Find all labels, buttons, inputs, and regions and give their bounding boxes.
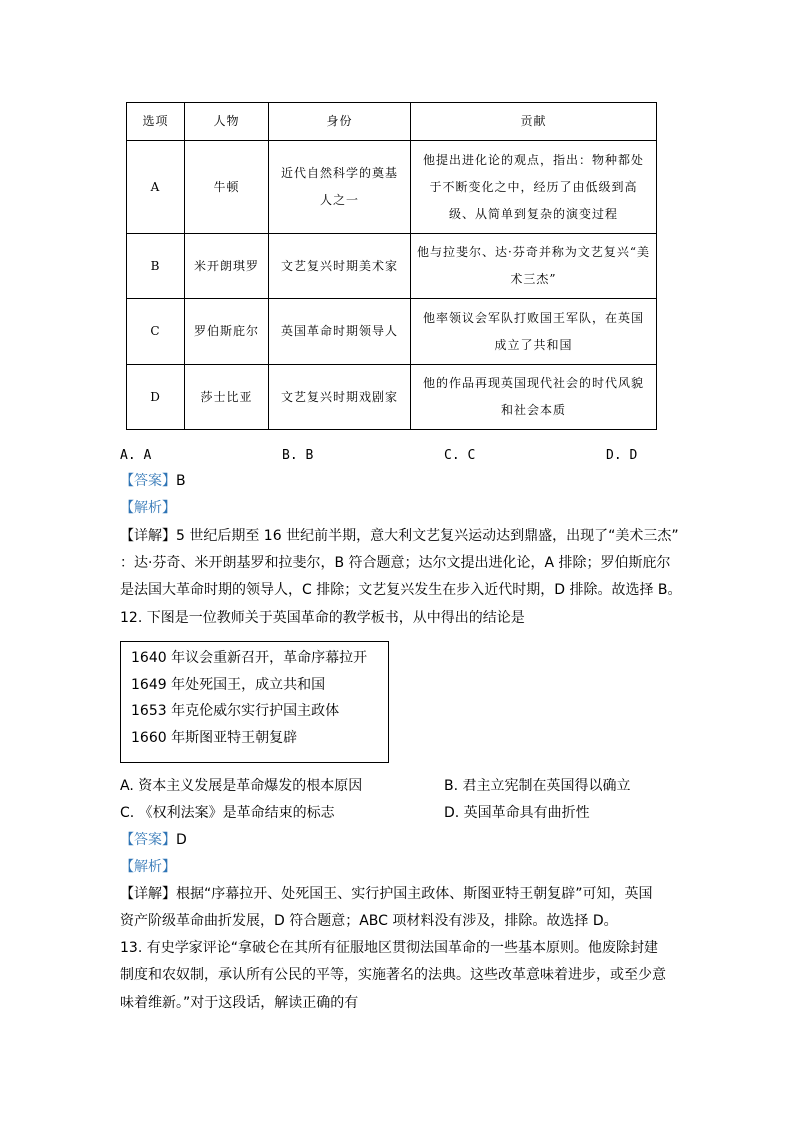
option-cell: D bbox=[127, 365, 185, 430]
header-contribution: 贡献 bbox=[411, 103, 657, 141]
q11-option-c: C. C bbox=[444, 448, 476, 463]
identity-cell: 文艺复兴时期美术家 bbox=[269, 234, 411, 299]
q11-table bbox=[126, 102, 657, 430]
q13-stem-line: 13. 有史学家评论“拿破仑在其所有征服地区贯彻法国革命的一些基本原则。他废除封建 bbox=[120, 940, 658, 956]
header-option: 选项 bbox=[127, 103, 185, 141]
answer-label: 【答案】 bbox=[120, 473, 176, 489]
q13-stem-line: 制度和农奴制，承认所有公民的平等，实施著名的法典。这些改革意味着进步，或至少意 bbox=[120, 967, 666, 983]
detail-text: 5 世纪后期至 16 世纪前半期，意大利文艺复兴运动达到鼎盛，出现了“美术三杰” bbox=[176, 528, 679, 544]
q12-stem: 12. 下图是一位教师关于英国革命的教学板书，从中得出的结论是 bbox=[120, 610, 525, 626]
identity-cell: 英国革命时期领导人 bbox=[269, 299, 411, 365]
q13-stem-line: 味着维新。”对于这段话，解读正确的有 bbox=[120, 995, 359, 1011]
table-row bbox=[127, 299, 657, 365]
identity-cell: 文艺复兴时期戏剧家 bbox=[269, 365, 411, 430]
detail-label: 【详解】 bbox=[120, 528, 176, 544]
q11-option-d: D. D bbox=[606, 448, 638, 463]
person-cell: 罗伯斯庇尔 bbox=[185, 299, 269, 365]
header-person: 人物 bbox=[185, 103, 269, 141]
answer-label: 【答案】 bbox=[120, 832, 176, 848]
q11-answer bbox=[120, 471, 186, 491]
q12-option-d: D. 英国革命具有曲折性 bbox=[444, 805, 590, 821]
q12-option-a: A. 资本主义发展是革命爆发的根本原因 bbox=[120, 778, 363, 794]
table-row bbox=[127, 365, 657, 430]
q12-blackboard bbox=[120, 641, 389, 763]
q11-analysis-label: 【解析】 bbox=[120, 500, 176, 516]
q12-option-c: C. 《权利法案》是革命结束的标志 bbox=[120, 805, 335, 821]
option-cell: C bbox=[127, 299, 185, 365]
contribution-cell: 他与拉斐尔、达·芬奇并称为文艺复兴“美术三杰” bbox=[411, 234, 657, 299]
q11-detail-line: ：达·芬奇、米开朗基罗和拉斐尔，B 符合题意；达尔文提出进化论，A 排除；罗伯斯庇尔 bbox=[120, 555, 671, 571]
detail-text: 根据“序幕拉开、处死国王、实行护国主政体、斯图亚特王朝复辟”可知，英国 bbox=[176, 886, 653, 902]
q11-detail-line bbox=[120, 526, 679, 546]
table-row bbox=[127, 234, 657, 299]
header-identity: 身份 bbox=[269, 103, 411, 141]
board-line: 1660 年斯图亚特王朝复辟 bbox=[131, 730, 298, 746]
option-cell: A bbox=[127, 141, 185, 234]
person-cell: 米开朗琪罗 bbox=[185, 234, 269, 299]
answer-value: B bbox=[176, 473, 186, 489]
q12-analysis-label: 【解析】 bbox=[120, 859, 176, 875]
q12-answer bbox=[120, 830, 187, 850]
board-line: 1640 年议会重新召开，革命序幕拉开 bbox=[131, 650, 368, 666]
person-cell: 莎士比亚 bbox=[185, 365, 269, 430]
q12-detail-line: 资产阶级革命曲折发展，D 符合题意；ABC 项材料没有涉及，排除。故选择 D。 bbox=[120, 913, 618, 929]
contribution-cell: 他率领议会军队打败国王军队，在英国成立了共和国 bbox=[411, 299, 657, 365]
answer-value: D bbox=[176, 832, 187, 848]
option-cell: B bbox=[127, 234, 185, 299]
contribution-cell: 他的作品再现英国现代社会的时代风貌和社会本质 bbox=[411, 365, 657, 430]
detail-label: 【详解】 bbox=[120, 886, 176, 902]
board-line: 1649 年处死国王，成立共和国 bbox=[131, 677, 326, 693]
table-row bbox=[127, 141, 657, 234]
q11-detail-line: 是法国大革命时期的领导人，C 排除；文艺复兴发生在步入近代时期，D 排除。故选择 B。 bbox=[120, 582, 682, 598]
q11-option-b: B. B bbox=[282, 448, 314, 463]
q12-detail-line bbox=[120, 884, 653, 904]
q12-option-b: B. 君主立宪制在英国得以确立 bbox=[444, 778, 631, 794]
board-line: 1653 年克伦威尔实行护国主政体 bbox=[131, 703, 340, 719]
contribution-cell: 他提出进化论的观点，指出：物种都处于不断变化之中，经历了由低级到高级、从简单到复杂的演变过程 bbox=[411, 141, 657, 234]
q11-option-a: A. A bbox=[120, 448, 152, 463]
person-cell: 牛顿 bbox=[185, 141, 269, 234]
identity-cell: 近代自然科学的奠基人之一 bbox=[269, 141, 411, 234]
